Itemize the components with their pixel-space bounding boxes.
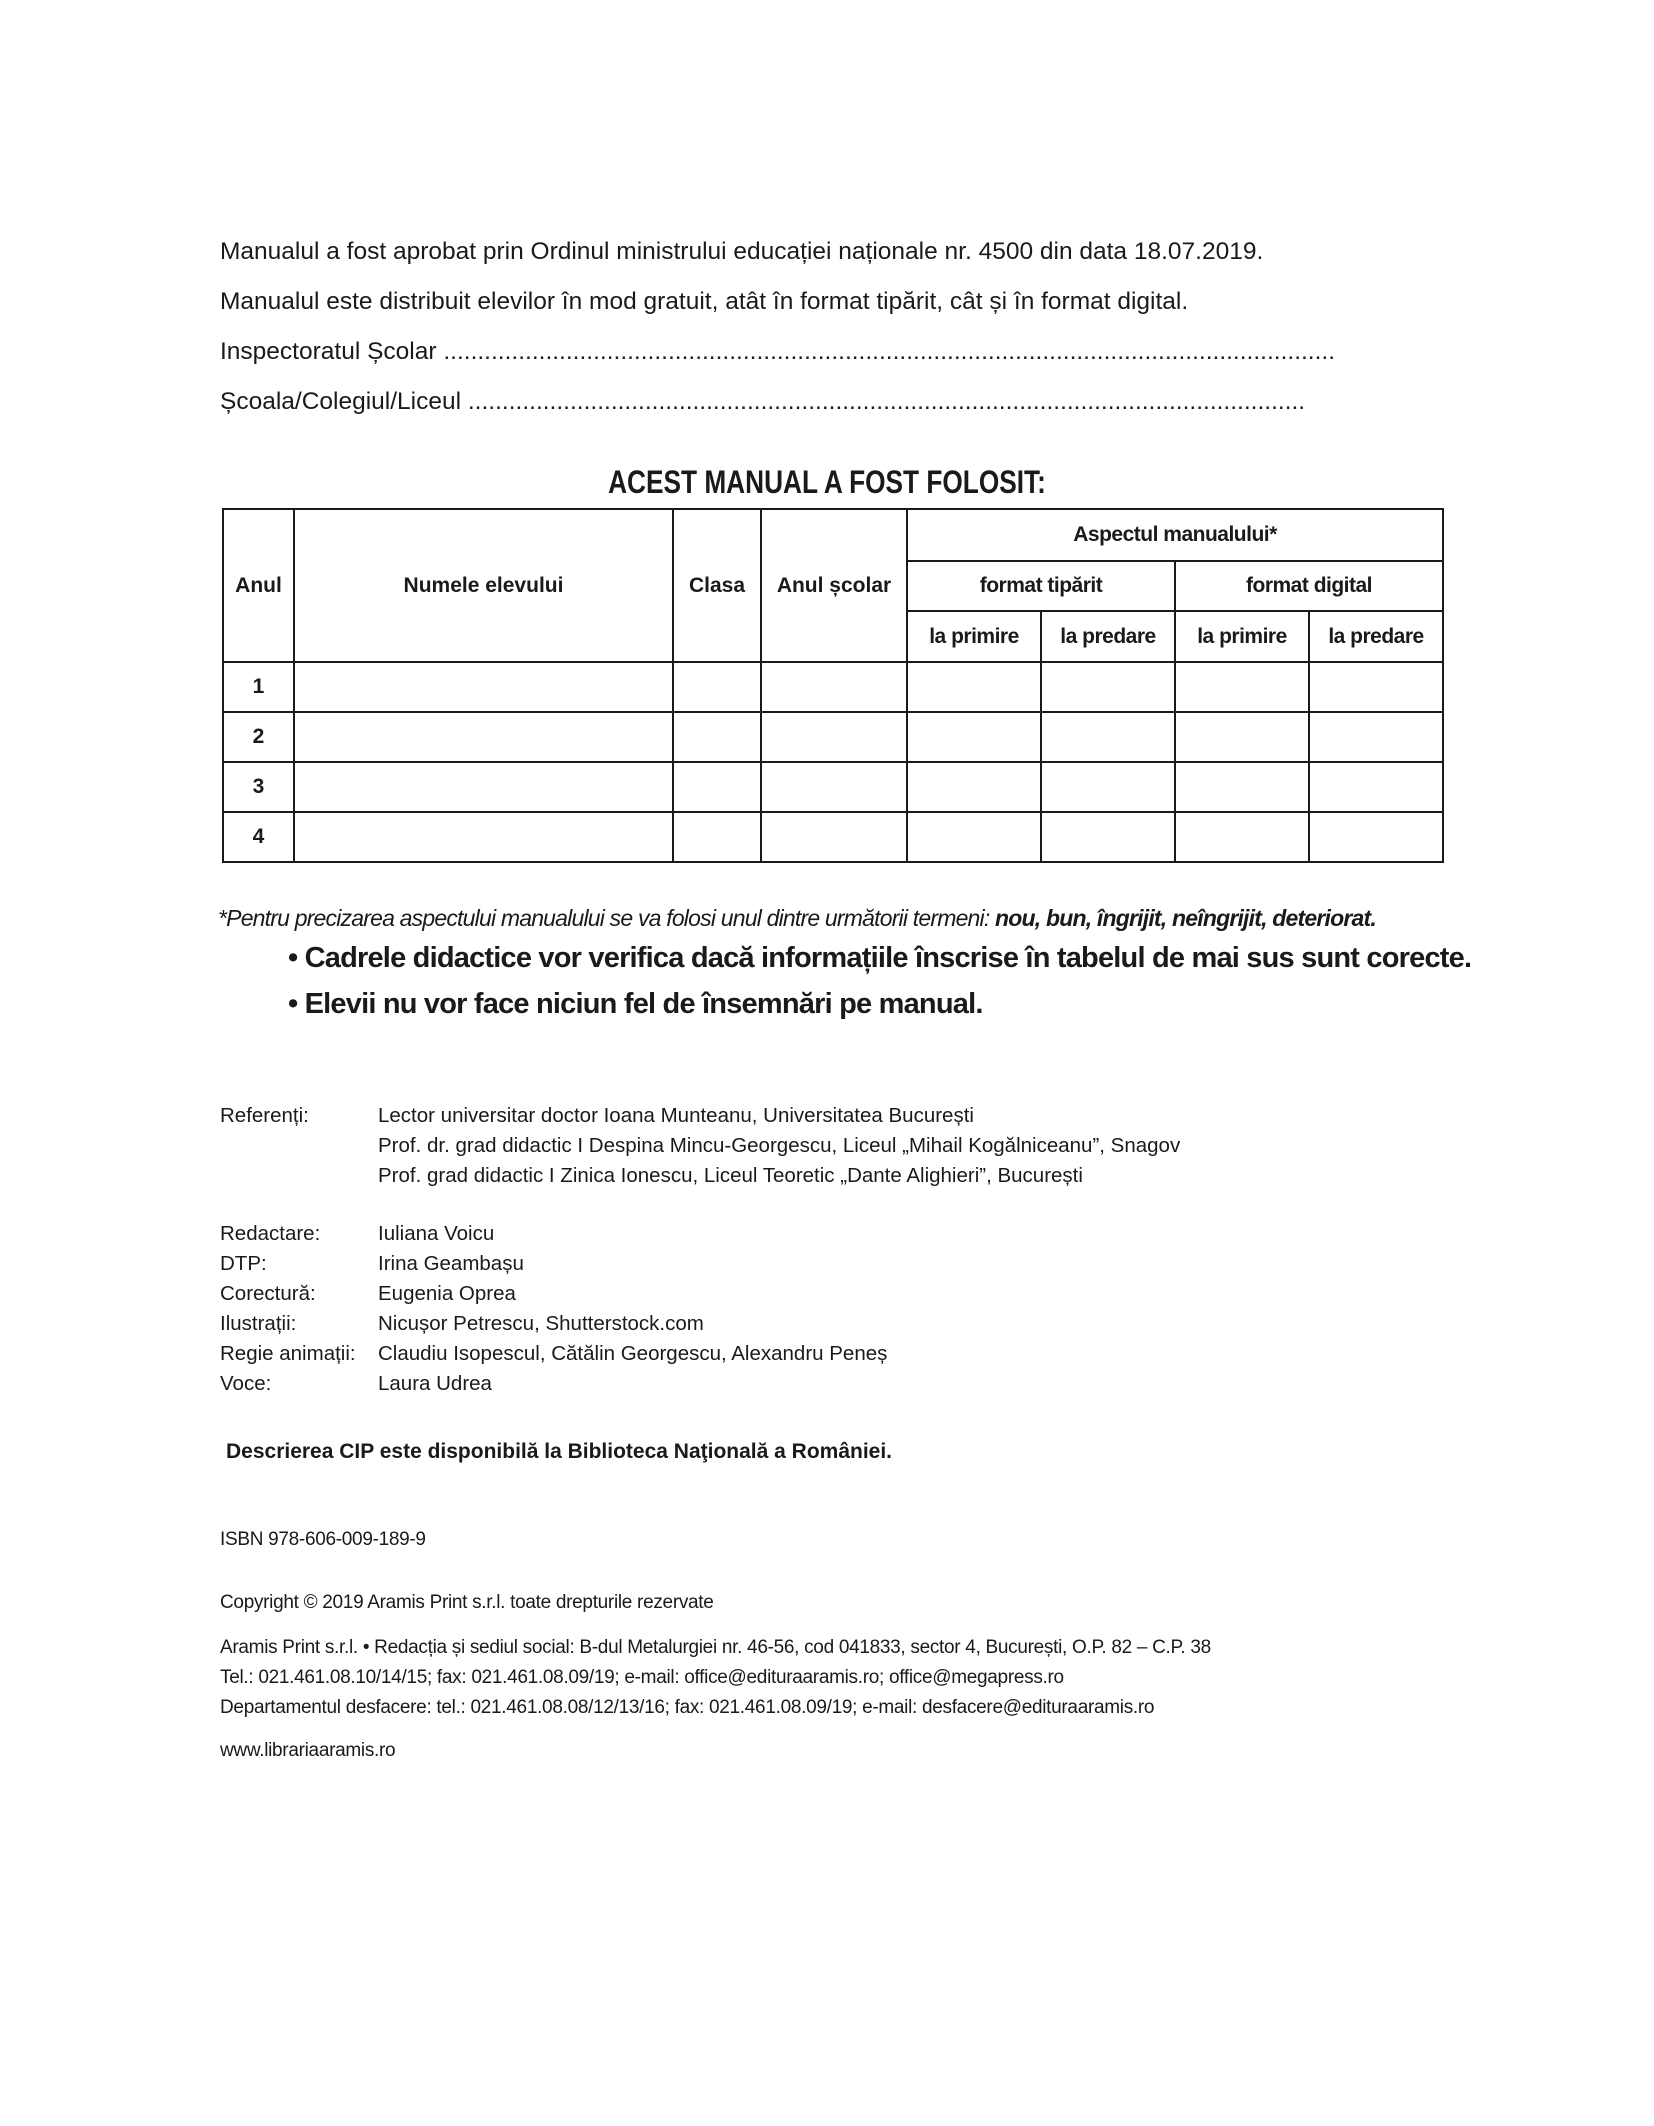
role-value: Claudiu Isopescul, Cătălin Georgescu, Alexandru Peneș: [378, 1342, 888, 1365]
publisher-address: Aramis Print s.r.l. • Redacția și sediul social: B-dul Metalurgiei nr. 46-56, cod 041833, sector 4, București, O.P. 82 – C.P. 38: [220, 1637, 1211, 1658]
digital-receive-cell: [1175, 812, 1309, 862]
footnote-end: .: [1370, 905, 1376, 931]
referees-label: Referenți:: [220, 1104, 309, 1127]
role-value: Iuliana Voicu: [378, 1222, 495, 1245]
school-year-cell: [761, 762, 907, 812]
aspect-footnote: [218, 905, 1376, 932]
term-neingrijit: neîngrijit: [1171, 905, 1262, 931]
role-label: Regie animații:: [220, 1342, 356, 1365]
term-ingrijit: îngrijit: [1096, 905, 1161, 931]
student-name-cell: [294, 762, 673, 812]
role-label: DTP:: [220, 1252, 267, 1275]
student-name-cell: [294, 712, 673, 762]
header-digital-format: format digital: [1175, 561, 1443, 611]
student-instruction: • Elevii nu vor face niciun fel de însemnări pe manual.: [288, 988, 983, 1020]
referee-entry: Lector universitar doctor Ioana Munteanu, Universitatea București: [378, 1104, 974, 1127]
printed-return-cell: [1041, 812, 1175, 862]
header-printed-format: format tipărit: [907, 561, 1175, 611]
term-nou: nou: [995, 905, 1035, 931]
class-cell: [673, 662, 761, 712]
digital-receive-cell: [1175, 762, 1309, 812]
header-digital-receive: la primire: [1175, 611, 1309, 662]
printed-return-cell: [1041, 662, 1175, 712]
role-value: Eugenia Oprea: [378, 1282, 516, 1305]
printed-receive-cell: [907, 662, 1041, 712]
role-value: Nicușor Petrescu, Shutterstock.com: [378, 1312, 704, 1335]
header-digital-return: la predare: [1309, 611, 1443, 662]
student-name-cell: [294, 662, 673, 712]
header-printed-return: la predare: [1041, 611, 1175, 662]
header-aspect: Aspectul manualului*: [907, 509, 1443, 561]
digital-receive-cell: [1175, 712, 1309, 762]
printed-return-cell: [1041, 762, 1175, 812]
school-year-cell: [761, 812, 907, 862]
term-deteriorat: deteriorat: [1272, 905, 1371, 931]
copyright: Copyright © 2019 Aramis Print s.r.l. toate drepturile rezervate: [220, 1592, 714, 1613]
row-year: 4: [223, 812, 294, 862]
term-separator: ,: [1160, 905, 1172, 931]
role-label: Redactare:: [220, 1222, 321, 1245]
header-student-name: Numele elevului: [294, 509, 673, 662]
digital-receive-cell: [1175, 662, 1309, 712]
sales-department-contact: Departamentul desfacere: tel.: 021.461.08.08/12/13/16; fax: 021.461.08.09/19; e-mail: desfacere@edituraaramis.ro: [220, 1697, 1155, 1718]
website-link[interactable]: www.librariaaramis.ro: [220, 1740, 396, 1761]
teacher-instruction: • Cadrele didactice vor verifica dacă informațiile înscrise în tabelul de mai sus sunt corecte.: [288, 942, 1472, 974]
referee-entry: Prof. dr. grad didactic I Despina Mincu-Georgescu, Liceul „Mihail Kogălniceanu”, Snagov: [378, 1134, 1181, 1157]
role-label: Corectură:: [220, 1282, 316, 1305]
class-cell: [673, 712, 761, 762]
row-year: 3: [223, 762, 294, 812]
footnote-text: *Pentru precizarea aspectului manualului se va folosi unul dintre următorii termeni:: [218, 905, 996, 931]
table-row: [223, 812, 1443, 862]
referee-entry: Prof. grad didactic I Zinica Ionescu, Liceul Teoretic „Dante Alighieri”, București: [378, 1164, 1083, 1187]
header-class: Clasa: [673, 509, 761, 662]
table-title: ACEST MANUAL A FOST FOLOSIT:: [608, 464, 1046, 500]
term-bun: bun: [1045, 905, 1086, 931]
printed-receive-cell: [907, 812, 1041, 862]
publisher-contact: Tel.: 021.461.08.10/14/15; fax: 021.461.08.09/19; e-mail: office@edituraaramis.ro; office@megapress.ro: [220, 1667, 1064, 1688]
digital-return-cell: [1309, 762, 1443, 812]
isbn: ISBN 978-606-009-189-9: [220, 1529, 426, 1550]
row-year: 1: [223, 662, 294, 712]
student-name-cell: [294, 812, 673, 862]
header-year: Anul: [223, 509, 294, 662]
digital-return-cell: [1309, 662, 1443, 712]
school-field: Școala/Colegiul/Liceul ...........................................................................................................................: [220, 388, 1306, 415]
printed-receive-cell: [907, 762, 1041, 812]
row-year: 2: [223, 712, 294, 762]
digital-return-cell: [1309, 812, 1443, 862]
term-separator: ,: [1085, 905, 1097, 931]
table-row: [223, 712, 1443, 762]
table-row: [223, 762, 1443, 812]
printed-return-cell: [1041, 712, 1175, 762]
printed-receive-cell: [907, 712, 1041, 762]
term-separator: ,: [1261, 905, 1273, 931]
term-separator: ,: [1034, 905, 1046, 931]
school-year-cell: [761, 712, 907, 762]
distribution-statement: Manualul este distribuit elevilor în mod gratuit, atât în format tipărit, cât și în format digital.: [220, 288, 1189, 315]
school-year-cell: [761, 662, 907, 712]
role-value: Laura Udrea: [378, 1372, 492, 1395]
digital-return-cell: [1309, 712, 1443, 762]
usage-table: [222, 508, 1444, 863]
cip-statement: Descrierea CIP este disponibilă la Biblioteca Naţională a României.: [226, 1440, 893, 1463]
header-printed-receive: la primire: [907, 611, 1041, 662]
class-cell: [673, 762, 761, 812]
role-label: Voce:: [220, 1372, 272, 1395]
approval-statement: Manualul a fost aprobat prin Ordinul ministrului educației naționale nr. 4500 din data 18.07.2019.: [220, 238, 1264, 265]
class-cell: [673, 812, 761, 862]
role-label: Ilustrații:: [220, 1312, 297, 1335]
inspectorate-field: Inspectoratul Școlar ...................................................................................................................................: [220, 338, 1336, 365]
table-row: [223, 662, 1443, 712]
header-school-year: Anul școlar: [761, 509, 907, 662]
role-value: Irina Geambașu: [378, 1252, 524, 1275]
